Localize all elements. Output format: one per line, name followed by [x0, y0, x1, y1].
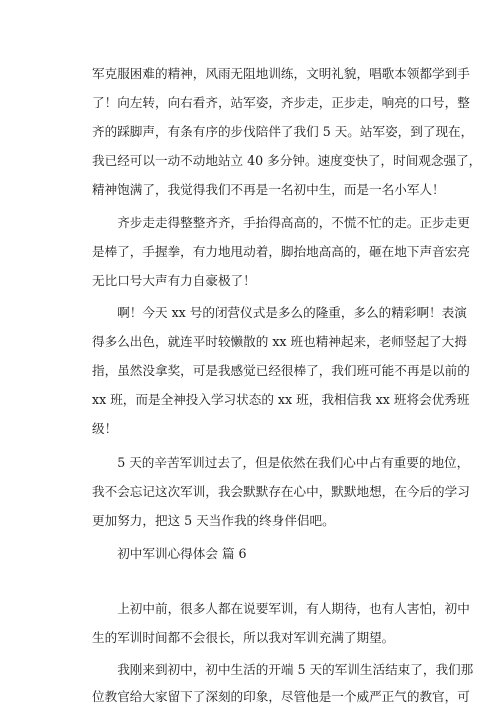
text-line: 是棒了，手握拳，有力地甩动着，脚抬地高高的，砸在地下声音宏亮: [92, 244, 470, 259]
text-line: 得多么出色，就连平时较懒散的 xx 班也精神起来，老师竖起了大拇: [92, 334, 467, 349]
text-line: 齐步走走得整整齐齐，手抬得高高的，不慌不忙的走。正步走更: [92, 215, 470, 230]
section-heading: 初中军训心得体会 篇 6: [92, 546, 247, 561]
text-line: 精神饱满了，我觉得我们不再是一名初中生，而是一名小军人！: [92, 182, 445, 197]
text-line: 更加努力，把这 5 天当作我的终身伴侣吧。: [92, 513, 335, 528]
text-line: 军克服困难的精神，风雨无阻地训练，文明礼貌，唱歌本领都学到手: [92, 66, 470, 81]
text-line: 无比口号大声有力自豪极了！: [92, 273, 256, 288]
text-line: 5 天的辛苦军训过去了，但是依然在我们心中占有重要的地位，: [92, 455, 470, 470]
text-line: xx 班，而是全神投入学习状态的 xx 班，我相信我 xx 班将会优秀班: [92, 392, 470, 407]
text-line: 我不会忘记这次军训，我会默默存在心中，默默地想，在今后的学习: [92, 484, 470, 499]
text-line: 啊！今天 xx 号的闭营仪式是多么的隆重，多么的精彩啊！表演: [92, 305, 467, 320]
text-line: 级！: [92, 421, 118, 436]
text-line: 位教官给大家留下了深刻的印象，尽管他是一个威严正气的教官，可: [92, 689, 470, 704]
text-line: 我刚来到初中，初中生活的开端 5 天的军训生活结束了，我们那: [92, 662, 474, 677]
text-line: 指，虽然没拿奖，可是我感觉已经很棒了，我们班可能不再是以前的: [92, 363, 470, 378]
text-line: 上初中前，很多人都在说要军训，有人期待，也有人害怕，初中: [92, 601, 470, 616]
text-line: 生的军训时间都不会很长，所以我对军训充满了期望。: [92, 630, 395, 645]
text-line: 了！向左转，向右看齐，站军姿，齐步走，正步走，响亮的口号，整: [92, 95, 470, 110]
text-line: 齐的踩脚声，有条有序的步伐陪伴了我们 5 天。站军姿，到了现在，: [92, 124, 474, 139]
text-line: 我已经可以一动不动地站立 40 多分钟。速度变快了，时间观念强了，: [92, 153, 482, 168]
